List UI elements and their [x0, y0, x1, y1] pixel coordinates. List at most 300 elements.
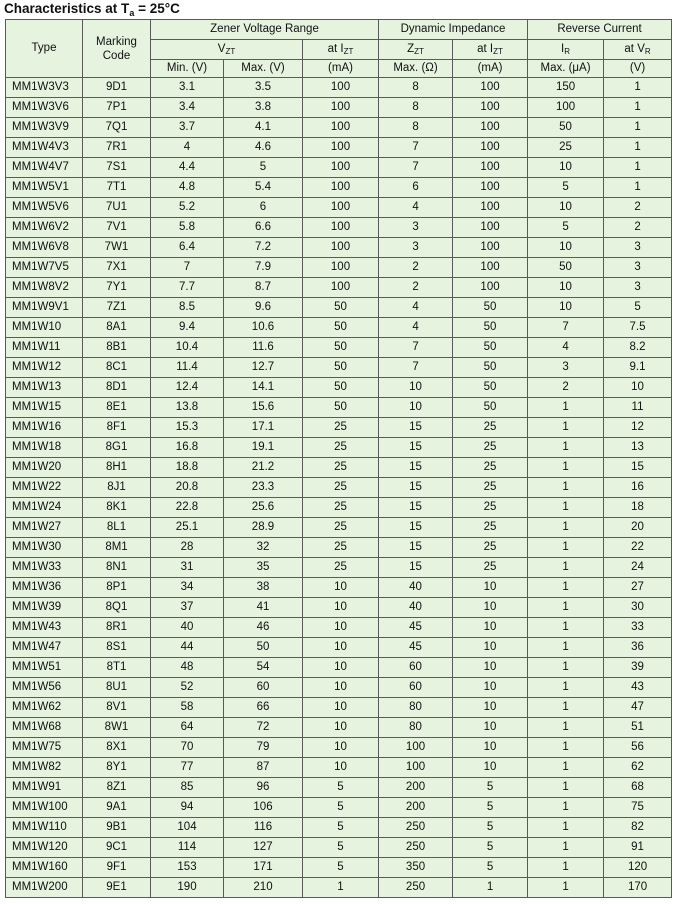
cell-at-vr: 1 — [604, 178, 672, 198]
cell-vz-min: 13.8 — [151, 398, 224, 418]
cell-vz-max: 32 — [224, 538, 303, 558]
cell-marking-code: 8J1 — [83, 478, 151, 498]
cell-type: MM1W3V3 — [6, 78, 83, 98]
cell-vz-min: 64 — [151, 718, 224, 738]
cell-at-izt: 100 — [303, 98, 379, 118]
cell-marking-code: 8L1 — [83, 518, 151, 538]
cell-at-vr: 27 — [604, 578, 672, 598]
cell-at-izt: 10 — [303, 678, 379, 698]
header-marking-line2: Code — [102, 49, 131, 62]
cell-marking-code: 9C1 — [83, 838, 151, 858]
cell-vz-max: 9.6 — [224, 298, 303, 318]
cell-at-izt: 10 — [303, 738, 379, 758]
header-zzt-main: Z — [407, 43, 415, 55]
cell-zzt-max: 15 — [379, 478, 453, 498]
cell-ir-max: 7 — [528, 318, 604, 338]
cell-vz-max: 5 — [224, 158, 303, 178]
cell-vz-max: 25.6 — [224, 498, 303, 518]
cell-zzt-max: 350 — [379, 858, 453, 878]
cell-ir-max: 10 — [528, 158, 604, 178]
cell-type: MM1W27 — [6, 518, 83, 538]
cell-at-vr: 8.2 — [604, 338, 672, 358]
cell-at-izt: 10 — [303, 618, 379, 638]
cell-at-vr: 12 — [604, 418, 672, 438]
cell-vz-min: 3.7 — [151, 118, 224, 138]
cell-vz-min: 40 — [151, 618, 224, 638]
cell-marking-code: 8K1 — [83, 498, 151, 518]
cell-marking-code: 8H1 — [83, 458, 151, 478]
cell-vz-max: 60 — [224, 678, 303, 698]
cell-vz-min: 85 — [151, 778, 224, 798]
cell-zzt-max: 60 — [379, 678, 453, 698]
cell-at-izt-dynamic: 10 — [453, 738, 528, 758]
cell-marking-code: 8Q1 — [83, 598, 151, 618]
cell-at-vr: 39 — [604, 658, 672, 678]
cell-at-izt-dynamic: 5 — [453, 838, 528, 858]
cell-type: MM1W120 — [6, 838, 83, 858]
cell-at-vr: 1 — [604, 118, 672, 138]
cell-at-izt: 25 — [303, 558, 379, 578]
cell-vz-min: 34 — [151, 578, 224, 598]
cell-at-izt-dynamic: 1 — [453, 878, 528, 898]
table-title — [4, 1, 180, 17]
cell-at-izt: 50 — [303, 358, 379, 378]
cell-type: MM1W100 — [6, 798, 83, 818]
cell-vz-min: 9.4 — [151, 318, 224, 338]
cell-zzt-max: 80 — [379, 718, 453, 738]
header-vzt-sub: ZT — [225, 47, 236, 56]
cell-vz-min: 52 — [151, 678, 224, 698]
cell-vz-min: 190 — [151, 878, 224, 898]
cell-at-vr: 1 — [604, 98, 672, 118]
cell-zzt-max: 15 — [379, 518, 453, 538]
cell-at-izt-dynamic: 25 — [453, 518, 528, 538]
cell-type: MM1W6V8 — [6, 238, 83, 258]
cell-type: MM1W5V6 — [6, 198, 83, 218]
cell-vz-max: 46 — [224, 618, 303, 638]
cell-at-izt-dynamic: 50 — [453, 378, 528, 398]
cell-at-izt-dynamic: 100 — [453, 118, 528, 138]
cell-zzt-max: 8 — [379, 118, 453, 138]
cell-marking-code: 8G1 — [83, 438, 151, 458]
cell-ir-max: 1 — [528, 718, 604, 738]
cell-type: MM1W6V2 — [6, 218, 83, 238]
cell-vz-min: 44 — [151, 638, 224, 658]
cell-type: MM1W8V2 — [6, 278, 83, 298]
cell-marking-code: 8W1 — [83, 718, 151, 738]
cell-vz-min: 3.1 — [151, 78, 224, 98]
cell-type: MM1W20 — [6, 458, 83, 478]
cell-ir-max: 1 — [528, 618, 604, 638]
cell-at-izt-dynamic: 100 — [453, 218, 528, 238]
cell-zzt-max: 4 — [379, 318, 453, 338]
cell-vz-min: 77 — [151, 758, 224, 778]
cell-zzt-max: 2 — [379, 258, 453, 278]
cell-ir-max: 1 — [528, 398, 604, 418]
cell-type: MM1W75 — [6, 738, 83, 758]
cell-vz-max: 87 — [224, 758, 303, 778]
cell-at-vr: 1 — [604, 158, 672, 178]
cell-ir-max: 1 — [528, 418, 604, 438]
header-at-izt-main: at I — [327, 43, 344, 55]
cell-ir-max: 1 — [528, 678, 604, 698]
cell-marking-code: 9D1 — [83, 78, 151, 98]
cell-vz-min: 10.4 — [151, 338, 224, 358]
cell-marking-code: 7T1 — [83, 178, 151, 198]
cell-ir-max: 1 — [528, 778, 604, 798]
table-row — [6, 818, 672, 838]
cell-at-vr: 1 — [604, 78, 672, 98]
cell-ir-max: 1 — [528, 578, 604, 598]
cell-vz-min: 104 — [151, 818, 224, 838]
cell-vz-max: 7.9 — [224, 258, 303, 278]
cell-marking-code: 7U1 — [83, 198, 151, 218]
cell-at-izt-dynamic: 5 — [453, 798, 528, 818]
cell-at-izt: 100 — [303, 78, 379, 98]
cell-marking-code: 7Q1 — [83, 118, 151, 138]
cell-at-vr: 33 — [604, 618, 672, 638]
cell-at-izt: 100 — [303, 278, 379, 298]
cell-vz-max: 127 — [224, 838, 303, 858]
cell-at-vr: 7.5 — [604, 318, 672, 338]
table-row — [6, 858, 672, 878]
cell-at-izt-dynamic: 10 — [453, 678, 528, 698]
cell-marking-code: 9A1 — [83, 798, 151, 818]
cell-at-izt: 25 — [303, 498, 379, 518]
cell-type: MM1W11 — [6, 338, 83, 358]
cell-zzt-max: 7 — [379, 358, 453, 378]
cell-type: MM1W47 — [6, 638, 83, 658]
cell-ir-max: 1 — [528, 498, 604, 518]
cell-vz-max: 19.1 — [224, 438, 303, 458]
header-type: Type — [6, 20, 83, 78]
header-zzt-sub: ZT — [414, 47, 424, 56]
cell-zzt-max: 3 — [379, 218, 453, 238]
cell-vz-min: 4 — [151, 138, 224, 158]
cell-zzt-max: 15 — [379, 458, 453, 478]
cell-at-izt: 10 — [303, 578, 379, 598]
cell-at-izt-dynamic: 100 — [453, 98, 528, 118]
cell-marking-code: 8M1 — [83, 538, 151, 558]
table-row — [6, 758, 672, 778]
cell-type: MM1W62 — [6, 698, 83, 718]
cell-zzt-max: 10 — [379, 398, 453, 418]
cell-at-vr: 1 — [604, 138, 672, 158]
cell-vz-max: 6 — [224, 198, 303, 218]
cell-zzt-max: 250 — [379, 838, 453, 858]
cell-marking-code: 9B1 — [83, 818, 151, 838]
table-row — [6, 638, 672, 658]
cell-at-izt: 100 — [303, 258, 379, 278]
cell-at-izt-dynamic: 25 — [453, 558, 528, 578]
cell-at-vr: 15 — [604, 458, 672, 478]
cell-type: MM1W43 — [6, 618, 83, 638]
cell-type: MM1W7V5 — [6, 258, 83, 278]
cell-vz-max: 96 — [224, 778, 303, 798]
cell-vz-max: 14.1 — [224, 378, 303, 398]
header-ir-main: I — [561, 43, 565, 55]
cell-zzt-max: 250 — [379, 818, 453, 838]
table-row — [6, 598, 672, 618]
cell-at-izt-dynamic: 100 — [453, 78, 528, 98]
cell-marking-code: 8N1 — [83, 558, 151, 578]
table-row — [6, 718, 672, 738]
cell-vz-max: 7.2 — [224, 238, 303, 258]
cell-vz-max: 106 — [224, 798, 303, 818]
cell-at-izt: 5 — [303, 798, 379, 818]
cell-zzt-max: 60 — [379, 658, 453, 678]
cell-at-izt: 100 — [303, 198, 379, 218]
cell-at-vr: 36 — [604, 638, 672, 658]
cell-vz-min: 16.8 — [151, 438, 224, 458]
header-unit-vr-v: (V) — [604, 60, 672, 78]
header-unit-izt-ma: (mA) — [303, 60, 379, 78]
cell-vz-max: 35 — [224, 558, 303, 578]
cell-marking-code: 8Z1 — [83, 778, 151, 798]
cell-at-vr: 18 — [604, 498, 672, 518]
cell-ir-max: 150 — [528, 78, 604, 98]
cell-type: MM1W33 — [6, 558, 83, 578]
cell-vz-min: 114 — [151, 838, 224, 858]
table-row — [6, 398, 672, 418]
table-row — [6, 278, 672, 298]
cell-ir-max: 1 — [528, 598, 604, 618]
cell-marking-code: 8S1 — [83, 638, 151, 658]
cell-zzt-max: 8 — [379, 78, 453, 98]
cell-vz-max: 41 — [224, 598, 303, 618]
cell-at-izt: 5 — [303, 818, 379, 838]
cell-type: MM1W4V3 — [6, 138, 83, 158]
cell-at-izt: 25 — [303, 438, 379, 458]
table-row — [6, 618, 672, 638]
table-row — [6, 138, 672, 158]
cell-ir-max: 10 — [528, 198, 604, 218]
cell-at-vr: 13 — [604, 438, 672, 458]
cell-type: MM1W91 — [6, 778, 83, 798]
cell-marking-code: 9E1 — [83, 878, 151, 898]
cell-ir-max: 5 — [528, 178, 604, 198]
cell-type: MM1W200 — [6, 878, 83, 898]
cell-vz-max: 28.9 — [224, 518, 303, 538]
cell-ir-max: 2 — [528, 378, 604, 398]
cell-at-izt-dynamic: 100 — [453, 158, 528, 178]
cell-vz-min: 37 — [151, 598, 224, 618]
cell-at-izt: 25 — [303, 538, 379, 558]
header-at-izt2-sub: ZT — [493, 47, 503, 56]
cell-at-izt-dynamic: 25 — [453, 538, 528, 558]
cell-marking-code: 7W1 — [83, 238, 151, 258]
header-marking-code — [83, 20, 151, 78]
table-row — [6, 378, 672, 398]
cell-type: MM1W9V1 — [6, 298, 83, 318]
cell-type: MM1W30 — [6, 538, 83, 558]
table-row — [6, 698, 672, 718]
cell-vz-max: 5.4 — [224, 178, 303, 198]
header-vzt-main: V — [217, 43, 226, 55]
title-subscript: a — [129, 8, 135, 18]
cell-at-izt-dynamic: 100 — [453, 178, 528, 198]
cell-vz-min: 25.1 — [151, 518, 224, 538]
cell-at-vr: 47 — [604, 698, 672, 718]
table-row — [6, 298, 672, 318]
cell-at-vr: 62 — [604, 758, 672, 778]
cell-zzt-max: 3 — [379, 238, 453, 258]
table-row — [6, 158, 672, 178]
cell-at-izt-dynamic: 50 — [453, 318, 528, 338]
cell-ir-max: 1 — [528, 518, 604, 538]
table-row — [6, 198, 672, 218]
cell-at-izt-dynamic: 100 — [453, 138, 528, 158]
cell-at-izt: 100 — [303, 138, 379, 158]
header-marking-line1: Marking — [96, 35, 137, 48]
header-at-izt-sub: ZT — [343, 47, 354, 56]
cell-at-izt: 5 — [303, 838, 379, 858]
table-row — [6, 518, 672, 538]
header-at-izt-dynamic — [453, 40, 528, 60]
cell-at-izt: 100 — [303, 158, 379, 178]
cell-at-izt: 25 — [303, 418, 379, 438]
cell-type: MM1W5V1 — [6, 178, 83, 198]
table-row — [6, 658, 672, 678]
table-row — [6, 738, 672, 758]
cell-ir-max: 4 — [528, 338, 604, 358]
cell-ir-max: 1 — [528, 838, 604, 858]
cell-type: MM1W110 — [6, 818, 83, 838]
table-row — [6, 318, 672, 338]
cell-zzt-max: 45 — [379, 618, 453, 638]
table-row — [6, 98, 672, 118]
cell-at-vr: 56 — [604, 738, 672, 758]
cell-vz-min: 70 — [151, 738, 224, 758]
cell-at-vr: 20 — [604, 518, 672, 538]
cell-marking-code: 7P1 — [83, 98, 151, 118]
cell-marking-code: 7X1 — [83, 258, 151, 278]
cell-vz-min: 4.8 — [151, 178, 224, 198]
cell-type: MM1W3V9 — [6, 118, 83, 138]
cell-type: MM1W18 — [6, 438, 83, 458]
cell-at-vr: 43 — [604, 678, 672, 698]
table-row — [6, 778, 672, 798]
cell-ir-max: 1 — [528, 638, 604, 658]
cell-at-izt: 100 — [303, 238, 379, 258]
cell-type: MM1W24 — [6, 498, 83, 518]
table-row — [6, 538, 672, 558]
table-row — [6, 798, 672, 818]
cell-at-izt: 50 — [303, 338, 379, 358]
cell-at-vr: 3 — [604, 278, 672, 298]
cell-at-vr: 68 — [604, 778, 672, 798]
cell-vz-min: 3.4 — [151, 98, 224, 118]
cell-at-izt-dynamic: 25 — [453, 438, 528, 458]
cell-zzt-max: 7 — [379, 158, 453, 178]
header-unit-min: Min. (V) — [151, 60, 224, 78]
cell-marking-code: 7Y1 — [83, 278, 151, 298]
cell-zzt-max: 15 — [379, 438, 453, 458]
cell-vz-min: 48 — [151, 658, 224, 678]
cell-at-izt-dynamic: 50 — [453, 338, 528, 358]
cell-at-izt-dynamic: 50 — [453, 298, 528, 318]
cell-at-vr: 3 — [604, 238, 672, 258]
cell-vz-max: 66 — [224, 698, 303, 718]
title-prefix: Characteristics at T — [4, 1, 130, 16]
cell-ir-max: 1 — [528, 818, 604, 838]
header-ir-sub: R — [564, 47, 571, 56]
cell-at-izt-dynamic: 50 — [453, 358, 528, 378]
cell-at-izt-dynamic: 50 — [453, 398, 528, 418]
table-row — [6, 558, 672, 578]
cell-at-izt-dynamic: 10 — [453, 698, 528, 718]
cell-type: MM1W82 — [6, 758, 83, 778]
cell-type: MM1W10 — [6, 318, 83, 338]
cell-at-izt-dynamic: 10 — [453, 658, 528, 678]
cell-at-izt: 10 — [303, 718, 379, 738]
header-vzt — [151, 40, 303, 60]
cell-vz-min: 11.4 — [151, 358, 224, 378]
cell-zzt-max: 6 — [379, 178, 453, 198]
cell-vz-min: 8.5 — [151, 298, 224, 318]
cell-at-izt-dynamic: 10 — [453, 758, 528, 778]
header-at-vr-sub: R — [644, 47, 651, 56]
cell-marking-code: 8T1 — [83, 658, 151, 678]
header-at-izt2-main: at I — [477, 43, 494, 55]
cell-zzt-max: 80 — [379, 698, 453, 718]
header-unit-ir-ua: Max. (μA) — [528, 60, 604, 78]
cell-marking-code: 8A1 — [83, 318, 151, 338]
cell-at-izt-dynamic: 100 — [453, 278, 528, 298]
cell-at-vr: 3 — [604, 258, 672, 278]
cell-at-vr: 24 — [604, 558, 672, 578]
cell-at-izt-dynamic: 25 — [453, 498, 528, 518]
cell-at-izt: 10 — [303, 758, 379, 778]
cell-ir-max: 5 — [528, 218, 604, 238]
cell-ir-max: 1 — [528, 478, 604, 498]
cell-vz-min: 6.4 — [151, 238, 224, 258]
cell-ir-max: 1 — [528, 798, 604, 818]
header-unit-max: Max. (V) — [224, 60, 303, 78]
cell-at-vr: 10 — [604, 378, 672, 398]
cell-at-izt: 25 — [303, 458, 379, 478]
table-row — [6, 478, 672, 498]
table-row — [6, 338, 672, 358]
cell-type: MM1W13 — [6, 378, 83, 398]
header-reverse-current: Reverse Current — [528, 20, 672, 40]
cell-at-vr: 51 — [604, 718, 672, 738]
table-row — [6, 838, 672, 858]
header-at-vr — [604, 40, 672, 60]
table-row — [6, 238, 672, 258]
header-zener-voltage-range: Zener Voltage Range — [151, 20, 379, 40]
table-row — [6, 358, 672, 378]
cell-vz-min: 7.7 — [151, 278, 224, 298]
header-dynamic-impedance: Dynamic Impedance — [379, 20, 528, 40]
cell-vz-max: 12.7 — [224, 358, 303, 378]
cell-at-izt: 100 — [303, 178, 379, 198]
cell-vz-max: 50 — [224, 638, 303, 658]
cell-ir-max: 1 — [528, 538, 604, 558]
cell-vz-max: 171 — [224, 858, 303, 878]
cell-zzt-max: 100 — [379, 758, 453, 778]
cell-at-izt-dynamic: 25 — [453, 418, 528, 438]
characteristics-table — [5, 19, 672, 898]
cell-marking-code: 8P1 — [83, 578, 151, 598]
cell-at-vr: 170 — [604, 878, 672, 898]
cell-at-izt-dynamic: 10 — [453, 578, 528, 598]
header-at-vr-main: at V — [624, 43, 645, 55]
cell-marking-code: 8D1 — [83, 378, 151, 398]
cell-marking-code: 7Z1 — [83, 298, 151, 318]
cell-type: MM1W68 — [6, 718, 83, 738]
cell-ir-max: 10 — [528, 238, 604, 258]
